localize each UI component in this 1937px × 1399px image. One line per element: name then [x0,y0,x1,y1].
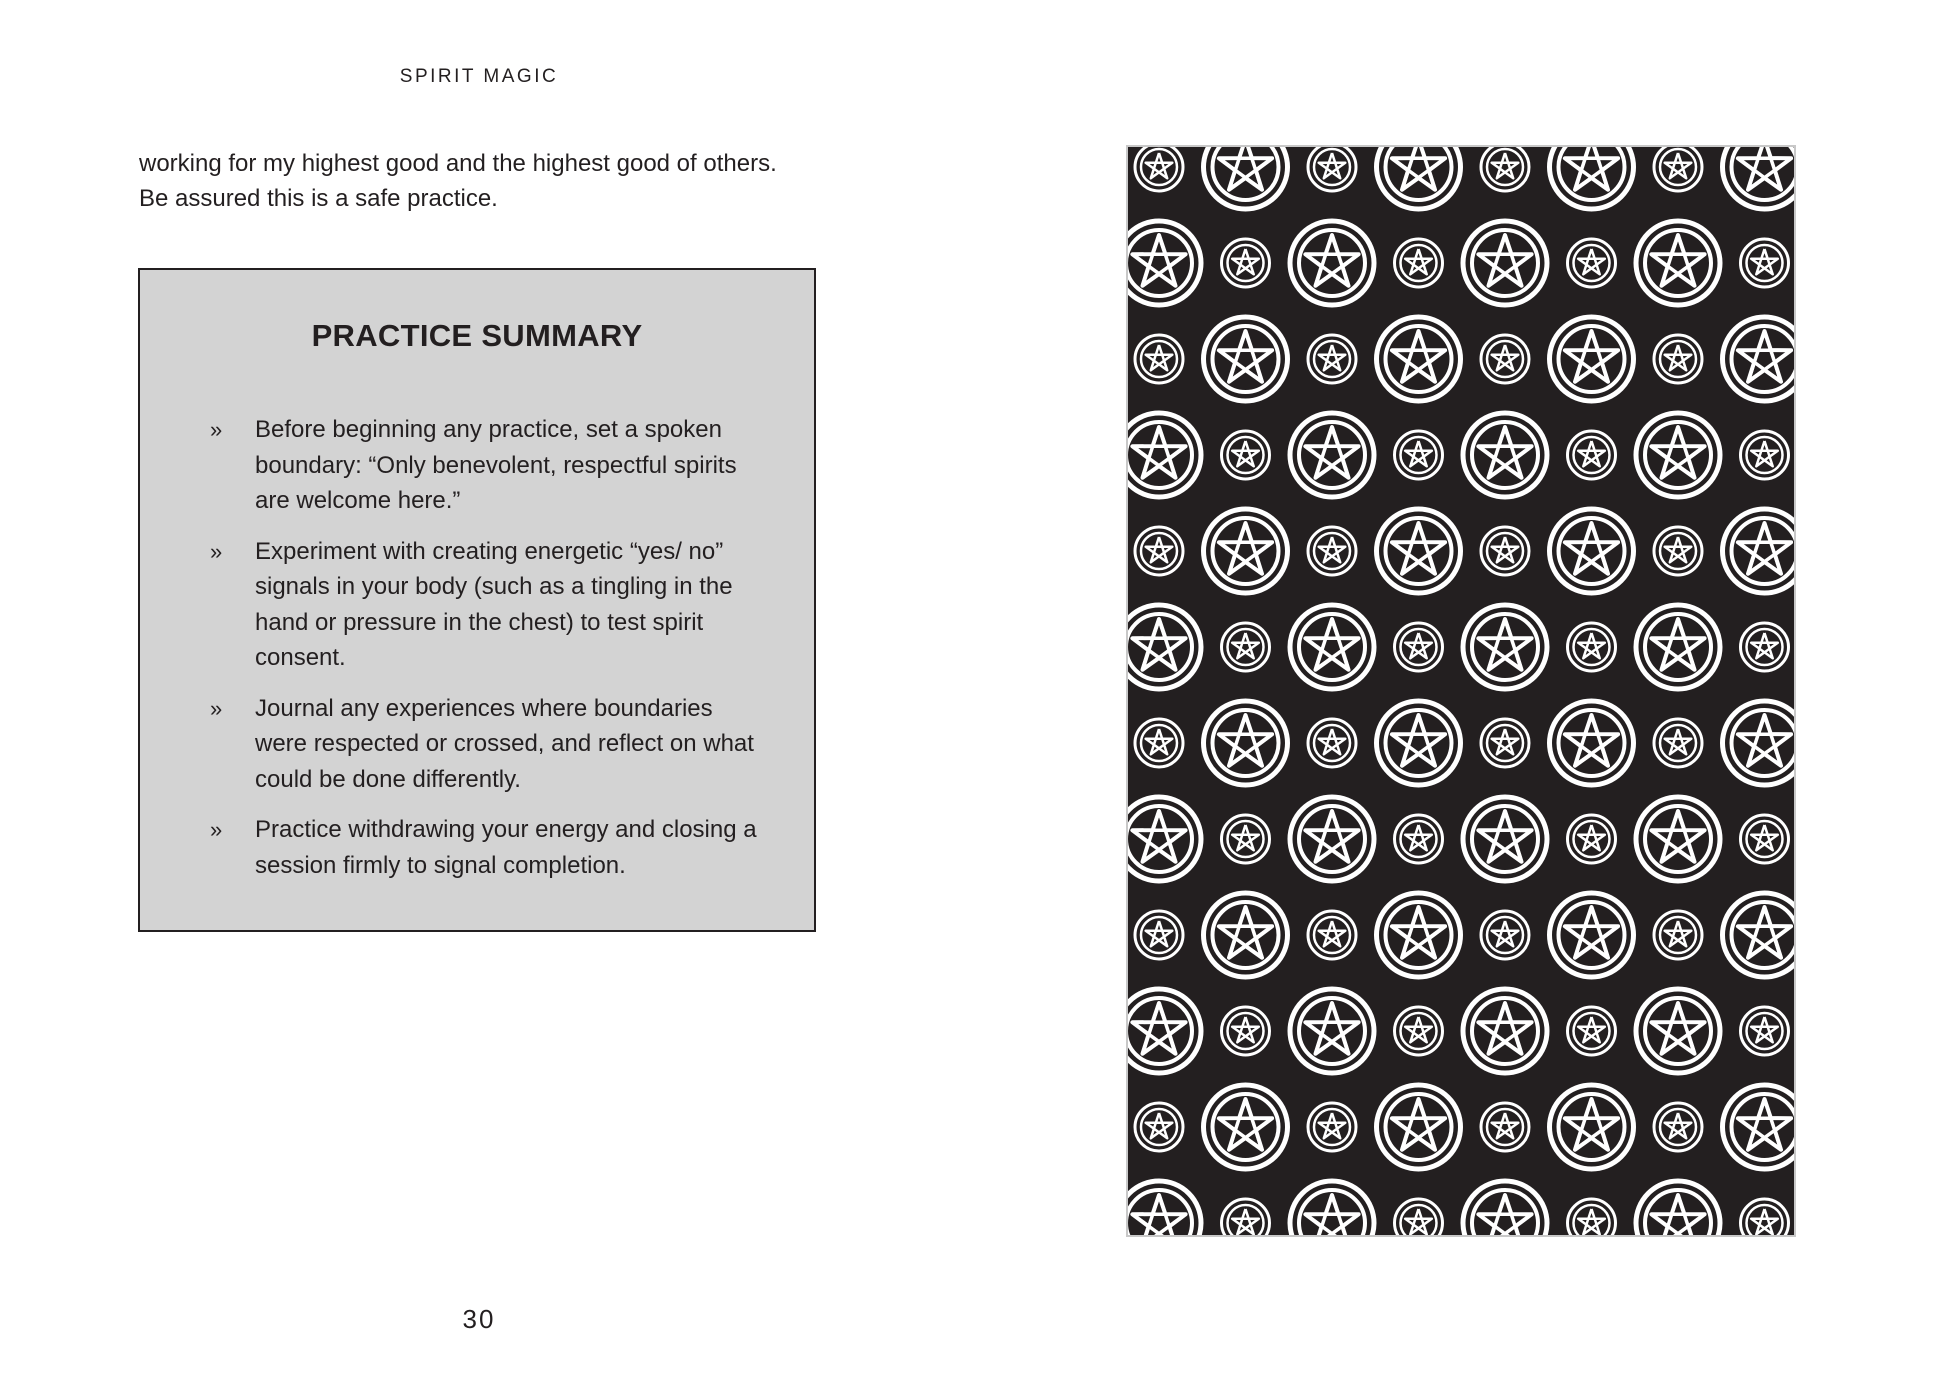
list-item-text: Experiment with creating energetic “yes/ no” signals in your body (such as a tingling in the hand or pressure in the chest) to test spirit consent. [255,537,733,671]
bullet-marker: » [210,538,223,564]
list-item-text: Journal any experiences where boundaries were respected or crossed, and reflect on what could be done differently. [255,694,754,793]
pentacle-pattern-illustration [1126,145,1796,1237]
intro-paragraph [139,146,839,216]
summary-title: PRACTICE SUMMARY [311,318,643,353]
bullet-marker: » [210,695,223,721]
intro-line: working for my highest good and the highest good of others. [139,150,777,177]
practice-summary-box [138,268,816,932]
list-item [210,691,770,798]
list-item [210,534,770,676]
summary-list [210,412,770,898]
page-number: 30 [462,1304,496,1334]
running-head: SPIRIT MAGIC [399,66,559,87]
list-item-text: Practice withdrawing your energy and closing a session firmly to signal completion. [255,816,757,879]
bullet-marker: » [210,817,223,842]
pentacle-pattern-svg [1128,147,1794,1235]
list-item [210,412,770,519]
bullet-marker: » [210,417,223,442]
list-item [210,812,770,883]
intro-line: Be assured this is a safe practice. [139,185,498,212]
list-item-text: Before beginning any practice, set a spoken boundary: “Only benevolent, respectful spirits are welcome here.” [255,416,737,514]
